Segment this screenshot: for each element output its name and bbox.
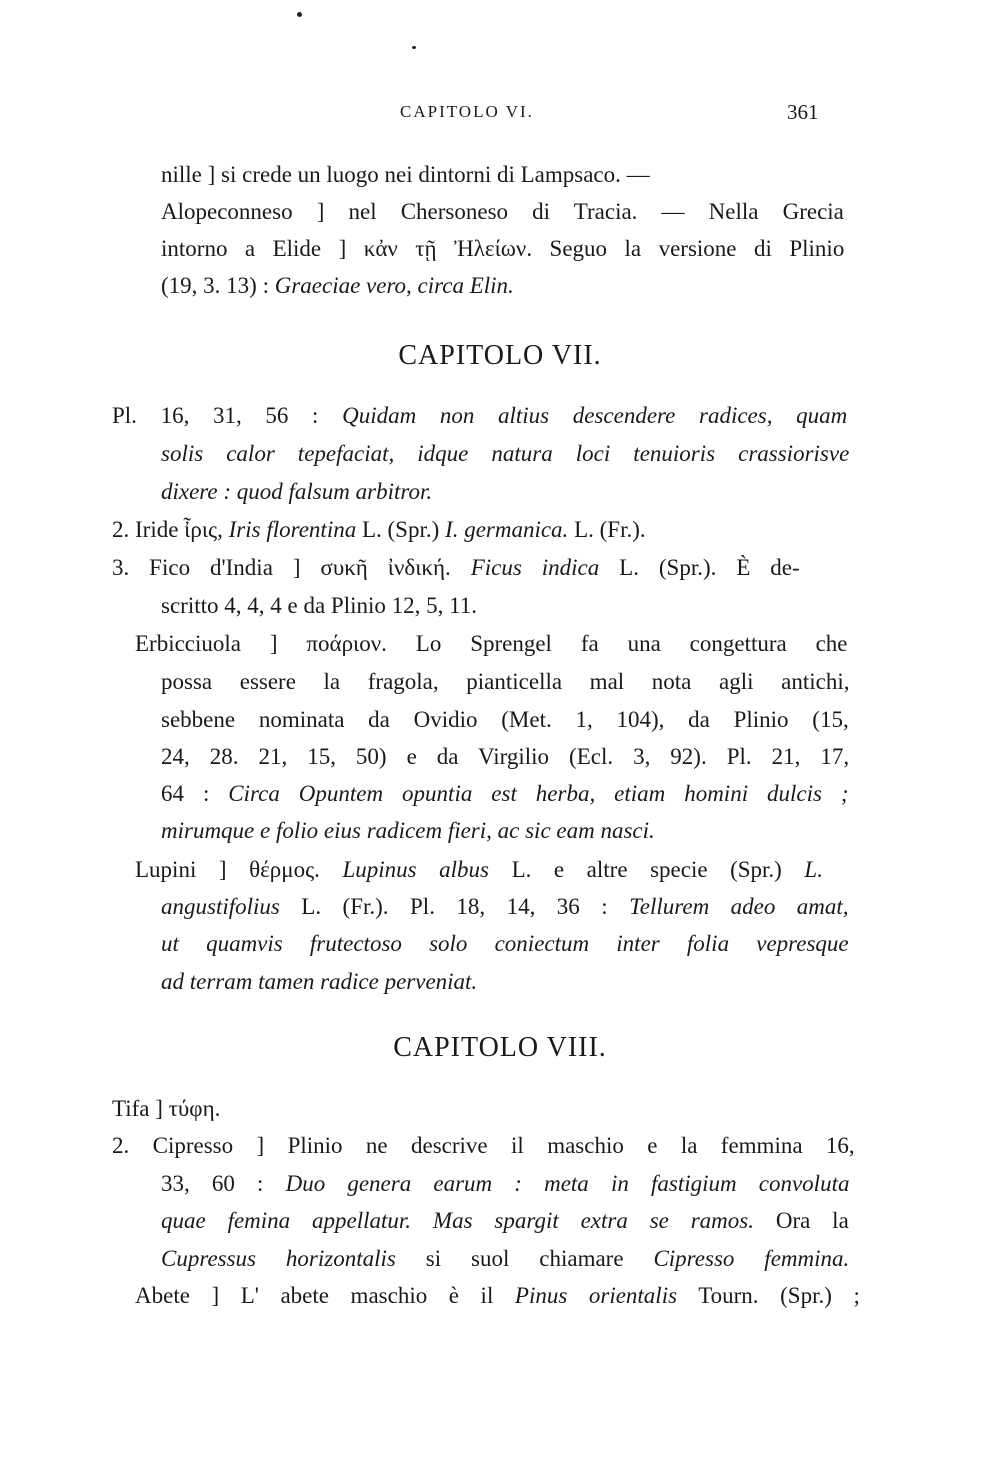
text-segment: (19, 3. 13) : [161,273,275,298]
text-segment: Tifa ] τύφη. [112,1096,221,1121]
italic-text: Circa Opuntem opuntia est herba, etiam homini dulcis ; [228,781,849,806]
text-segment: Abete ] L' abete maschio è il [135,1283,515,1308]
italic-text: Pinus orientalis [514,1283,678,1308]
text-segment: possa essere la fragola, pianticella mal nota agli antichi, [161,669,850,694]
text-line [161,667,849,697]
italic-text: Tellurem adeo amat, [629,894,849,919]
text-segment: Lupini ] θέρμος. [135,857,343,882]
text-segment: nille ] si crede un luogo nei dintorni di Lampsaco. — [161,162,650,187]
text-segment: scritto 4, 4, 4 e da Plinio 12, 5, 11. [161,593,478,618]
text-segment: 2. Cipresso ] Plinio ne descrive il maschio e la femmina 16, [112,1133,855,1158]
text-segment: si suol chiamare [395,1246,654,1271]
text-line [161,1206,849,1236]
text-line [161,160,650,190]
text-line [112,1131,855,1161]
text-segment: Pl. 16, 31, 56 : [112,403,343,428]
text-line [135,1281,860,1311]
ink-speck [297,12,302,17]
chapter-heading: CAPITOLO VII. [398,340,602,371]
text-segment: L. (Fr.). [568,517,646,542]
italic-text: I. germanica. [445,517,569,542]
italic-text: quae femina appellatur. Mas spargit extra se ramos. [161,1208,754,1233]
text-line [112,553,800,583]
italic-text: Quidam non altius descendere radices, quam [342,403,848,428]
italic-text: mirumque e folio eius radicem fieri, ac sic eam nasci. [161,818,655,843]
text-segment: L. (Fr.). Pl. 18, 14, 36 : [279,894,630,919]
italic-text: Iris florentina [228,517,357,542]
italic-text: Cipresso femmina. [653,1246,850,1271]
text-segment: 33, 60 : [161,1171,286,1196]
running-title: CAPITOLO VI. [400,102,534,121]
text-line [135,855,823,885]
italic-text: dixere : quod falsum arbitror. [161,479,433,504]
text-line [135,629,848,659]
text-line [161,591,477,621]
text-line [161,1169,849,1199]
text-line [161,271,514,301]
text-line [161,892,849,922]
text-line [161,705,849,735]
chapter-heading: CAPITOLO VIII. [393,1032,607,1063]
text-line [161,477,432,507]
italic-text: ad terram tamen radice perveniat. [161,969,478,994]
text-segment: 3. Fico d'India ] συκῆ ἰνδική. [112,555,471,580]
text-line [161,816,655,846]
text-segment: sebbene nominata da Ovidio (Met. 1, 104), da Plinio (15, [161,707,849,732]
text-line [161,967,477,997]
text-line [161,439,849,469]
ink-speck [412,46,416,49]
text-line [112,1094,220,1124]
text-segment: 64 : [161,781,229,806]
text-segment: Alopeconneso ] nel Chersoneso di Tracia. — Nella Grecia [161,199,844,224]
italic-text: Duo genera earum : meta in fastigium convoluta [285,1171,850,1196]
text-line [161,197,844,227]
text-segment: Tourn. (Spr.) ; [677,1283,860,1308]
text-segment: L. (Spr.) [356,517,446,542]
italic-text: angustifolius [161,894,280,919]
italic-text: L. [804,857,823,882]
text-segment: 2. Iride ἶρις, [112,517,229,542]
italic-text: Ficus indica [470,555,600,580]
text-segment: 24, 28. 21, 15, 50) e da Virgilio (Ecl. 3, 92). Pl. 21, 17, [161,744,850,769]
running-header [0,102,1000,132]
italic-text: solis calor tepefaciat, idque natura loci tenuioris crassiorisve [161,441,850,466]
text-segment: Ora la [753,1208,849,1233]
text-segment: Erbicciuola ] ποάριον. Lo Sprengel fa una congettura che [135,631,848,656]
italic-text: Graeciae vero, circa Elin. [274,273,514,298]
italic-text: Cupressus horizontalis [161,1246,396,1271]
italic-text: Lupinus albus [342,857,490,882]
page-number: 361 [787,100,819,124]
text-line [161,929,849,959]
text-line [161,742,849,772]
text-line [161,779,849,809]
text-segment: L. e altre specie (Spr.) [489,857,805,882]
text-line [112,401,847,431]
text-segment: intorno a Elide ] κἀν τῇ Ἠλείων. Seguo la versione di Plinio [161,236,845,261]
text-line [112,515,646,545]
text-line [161,234,844,264]
italic-text: ut quamvis frutectoso solo coniectum inter folia vepresque [161,931,849,956]
text-segment: L. (Spr.). È de- [599,555,800,580]
text-line [161,1244,849,1274]
